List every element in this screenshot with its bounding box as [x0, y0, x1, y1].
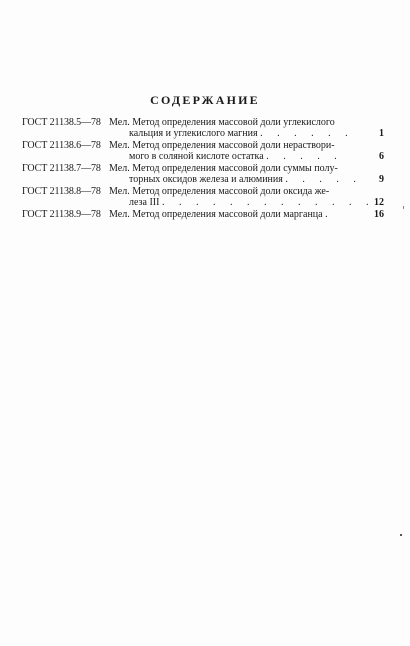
page-number: 1: [379, 127, 384, 139]
leader-dots: . . . . . . . . . . . . .: [161, 197, 375, 208]
entry-title-line-text: Мел. Метод определения массовой доли марганца: [109, 210, 323, 220]
entry-title-line-text: торных оксидов железа и алюминия: [129, 174, 283, 185]
toc-list: [22, 118, 384, 223]
entry-title-line: [109, 210, 358, 221]
page-number: 12: [374, 196, 384, 208]
toc-title: СОДЕРЖАНИЕ: [150, 93, 260, 107]
entry-title-line: [109, 198, 374, 209]
entry-title-line: [109, 129, 358, 140]
page-number: 6: [379, 150, 384, 162]
entry-title-line: Мел. Метод определения массовой доли суммы полу-: [109, 164, 338, 174]
toc-entry: [22, 141, 384, 162]
toc-entry: [22, 187, 384, 208]
entry-title-line: Мел. Метод определения массовой доли оксида же-: [109, 187, 330, 197]
scan-artifact: [400, 534, 402, 536]
entry-title-line: [109, 152, 358, 163]
entry-title: [106, 187, 400, 208]
entry-title: [106, 164, 388, 185]
entry-title-line-text: леза III: [129, 197, 160, 208]
scan-artifact: [403, 206, 404, 209]
leader-dots: . . . . . .: [260, 128, 354, 139]
entry-title-line-text: мого в соляной кислоте остатка: [129, 151, 264, 162]
standard-code: ГОСТ 21138.7—78: [22, 163, 101, 174]
entry-title-line-text: кальция и углекислого магния: [129, 128, 258, 139]
entry-title: [106, 210, 384, 221]
entry-title: [106, 141, 384, 162]
standard-code: ГОСТ 21138.9—78: [22, 209, 101, 220]
toc-entry: [22, 164, 384, 185]
leader-dots: . . . . .: [285, 174, 362, 185]
entry-title-line: [109, 175, 362, 186]
toc-entry: [22, 118, 384, 139]
standard-code: ГОСТ 21138.5—78: [22, 117, 101, 128]
entry-title-line: Мел. Метод определения массовой доли углекислого: [109, 118, 335, 128]
page-number: 16: [374, 209, 384, 220]
entry-title-line: Мел. Метод определения массовой доли нераствори-: [109, 141, 335, 151]
page-number: 9: [379, 173, 384, 185]
standard-code: ГОСТ 21138.8—78: [22, 186, 101, 197]
standard-code: ГОСТ 21138.6—78: [22, 140, 101, 151]
leader-dots: . . . . .: [266, 151, 343, 162]
entry-title: [106, 118, 384, 139]
toc-entry: [22, 210, 384, 221]
leader-dots: .: [325, 210, 334, 220]
